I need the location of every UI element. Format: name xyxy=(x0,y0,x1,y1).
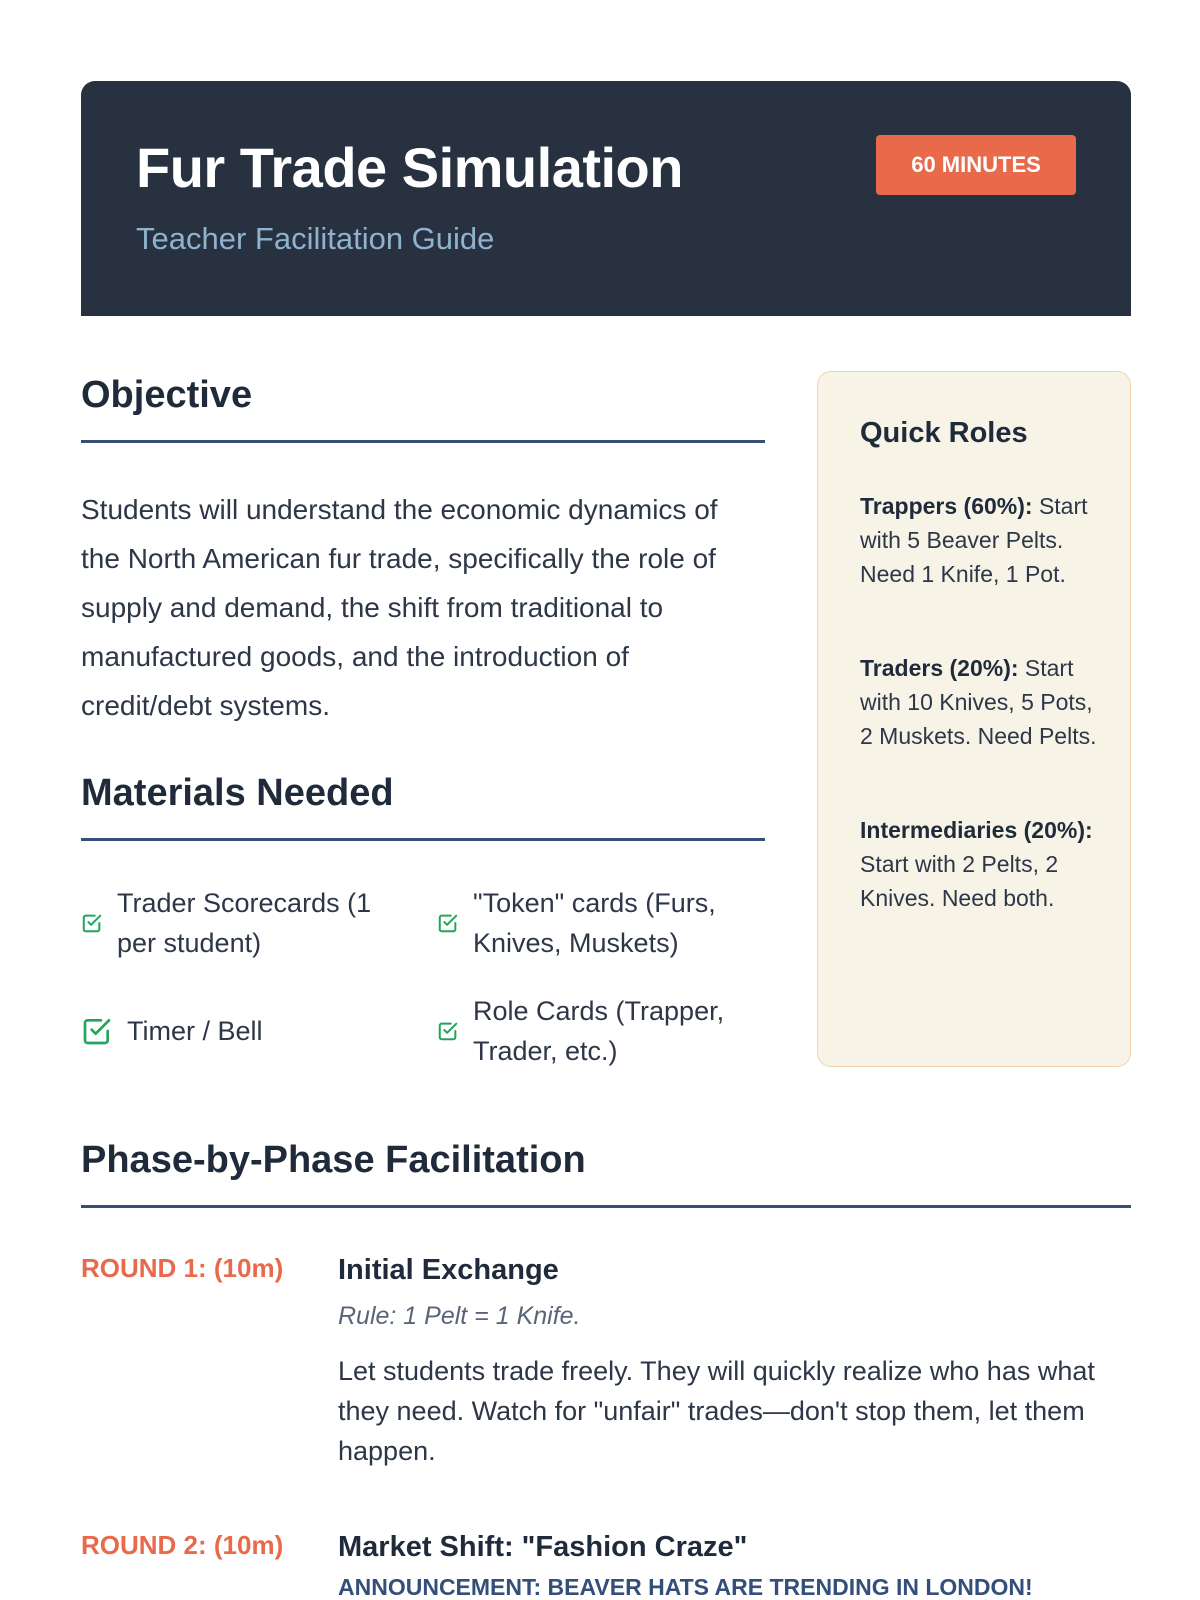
page-subtitle: Teacher Facilitation Guide xyxy=(136,221,495,256)
objective-text: Students will understand the economic dynamics of the North American fur trade, specifically the role of supply and demand, the shift from traditional to manufactured goods, and the introduction of credit/debt systems. xyxy=(81,494,718,721)
round-title: Market Shift: "Fashion Craze" xyxy=(338,1531,748,1563)
check-square-icon xyxy=(437,912,459,934)
round-description: Let students trade freely. They will quickly realize who has what they need. Watch for "unfair" trades—don't stop them, let them happen. xyxy=(338,1356,1095,1466)
material-label: Trader Scorecards (1 per student) xyxy=(117,888,372,958)
quick-roles-title: Quick Roles xyxy=(860,417,1028,449)
role-item xyxy=(860,489,1100,591)
check-square-icon xyxy=(437,1020,459,1042)
role-description: Start with 5 Beaver Pelts. Need 1 Knife, 1 Pot. xyxy=(860,493,1088,587)
role-name: Trappers (60%): xyxy=(860,493,1033,519)
role-name: Intermediaries (20%): xyxy=(860,817,1093,843)
round-announcement: ANNOUNCEMENT: BEAVER HATS ARE TRENDING IN LONDON! xyxy=(338,1574,1033,1600)
page-header xyxy=(81,81,1131,316)
material-label: Timer / Bell xyxy=(127,1016,263,1046)
round-label: ROUND 1: (10m) xyxy=(81,1253,284,1283)
role-description: Start with 10 Knives, 5 Pots, 2 Muskets. Need Pelts. xyxy=(860,655,1097,749)
phases-heading: Phase-by-Phase Facilitation xyxy=(81,1139,586,1181)
round-label: ROUND 2: (10m) xyxy=(81,1530,284,1560)
objective-heading: Objective xyxy=(81,374,253,416)
page-title: Fur Trade Simulation xyxy=(136,136,683,199)
check-square-icon xyxy=(81,912,103,934)
material-item xyxy=(81,1011,401,1051)
role-item xyxy=(860,651,1100,753)
role-name: Traders (20%): xyxy=(860,655,1019,681)
check-square-icon xyxy=(81,1015,113,1047)
duration-badge: 60 MINUTES xyxy=(876,135,1076,195)
material-item xyxy=(81,883,401,963)
objective-divider xyxy=(81,440,765,443)
role-description: Start with 2 Pelts, 2 Knives. Need both. xyxy=(860,851,1059,911)
material-item xyxy=(437,991,757,1071)
phases-divider xyxy=(81,1205,1131,1208)
materials-divider xyxy=(81,838,765,841)
role-item xyxy=(860,813,1100,915)
quick-roles-card xyxy=(817,371,1131,1067)
round-title: Initial Exchange xyxy=(338,1254,559,1286)
material-label: "Token" cards (Furs, Knives, Muskets) xyxy=(473,888,716,958)
material-label: Role Cards (Trapper, Trader, etc.) xyxy=(473,996,725,1066)
materials-heading: Materials Needed xyxy=(81,772,394,814)
material-item xyxy=(437,883,757,963)
round-rule: Rule: 1 Pelt = 1 Knife. xyxy=(338,1302,581,1330)
